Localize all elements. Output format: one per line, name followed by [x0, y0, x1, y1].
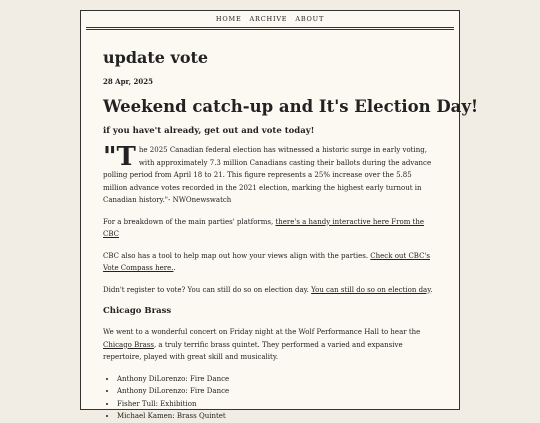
register-period: .	[430, 285, 433, 294]
post-subtitle: if you have't already, get out and vote today!	[103, 126, 315, 136]
list-item: • Fisher Tull: Exhibition	[117, 398, 437, 411]
lead-paragraph	[103, 144, 437, 207]
chicago-brass-link[interactable]: Chicago Brass	[103, 340, 154, 349]
nav-about-link[interactable]: ABOUT	[295, 15, 325, 23]
list-item: • Anthony DiLorenzo: Fire Dance	[117, 373, 437, 386]
quote-mark: "	[103, 142, 117, 172]
drop-cap	[103, 142, 136, 172]
vote-compass-paragraph	[103, 250, 437, 275]
concert-text-2: , a truly terrific brass quintet. They performed a varied and expansive repertoire, played with great skill and musicality.	[103, 340, 403, 361]
register-text: Didn't register to vote? You can still do so on election day.	[103, 285, 312, 294]
program-list	[103, 373, 437, 423]
lead-text: he 2025 Canadian federal election has witnessed a historic surge in early voting, with approximately 7.3 million Canadians casting their ballots during the advance polling period from April 18 to 21. This figure represents a 25% increase over the 5.85 million advance votes recorded in the 2021 election, marking the highest early turnout in Canadian history."- NWOnewswatch	[103, 146, 432, 204]
nav-home-link[interactable]: HOME	[215, 15, 242, 23]
top-nav	[86, 11, 454, 30]
concert-text-1: We went to a wonderful concert on Friday night at the Wolf Performance Hall to hear the	[103, 328, 421, 336]
post-title: Weekend catch-up and It's Election Day!	[103, 97, 479, 116]
platforms-text: For a breakdown of the main parties' platforms,	[103, 217, 276, 226]
platforms-paragraph	[103, 216, 437, 241]
post-date: 28 Apr, 2025	[103, 77, 154, 86]
nav-archive-link[interactable]: ARCHIVE	[249, 15, 288, 23]
vote-compass-text: CBC also has a tool to help map out how your views align with the parties.	[103, 251, 371, 260]
list-item: • Michael Kamen: Brass Quintet	[117, 410, 437, 423]
vote-compass-link[interactable]: Check out CBC's Vote Compass here.	[103, 251, 430, 272]
concert-paragraph	[103, 326, 437, 364]
main-content	[81, 30, 479, 423]
cbc-interactive-link[interactable]: there's a handy interactive here From the CBC	[103, 217, 425, 238]
section-heading-chicago-brass: Chicago Brass	[103, 306, 172, 316]
vote-compass-period: .	[173, 264, 176, 272]
site-title: update vote	[103, 48, 209, 67]
page-card	[80, 10, 479, 420]
register-link[interactable]: You can still do so on election day	[311, 285, 431, 294]
drop-cap-letter: T	[116, 142, 136, 172]
register-paragraph	[103, 284, 437, 297]
list-item: • Anthony DiLorenzo: Fire Dance	[117, 385, 437, 398]
